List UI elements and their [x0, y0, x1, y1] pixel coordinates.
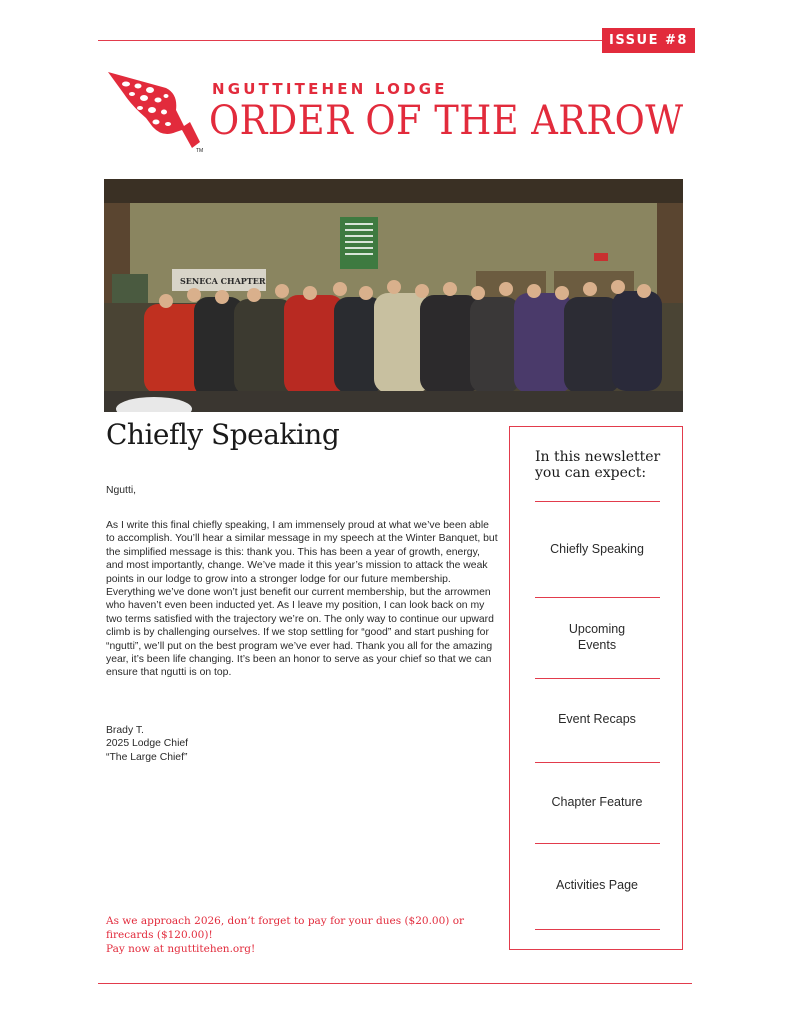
lodge-name: NGUTTITEHEN LODGE — [212, 80, 448, 98]
group-photo — [104, 179, 683, 412]
sidebar-divider — [535, 678, 660, 679]
signature-block — [106, 724, 188, 764]
sidebar-divider — [535, 929, 660, 930]
sidebar-item-event-recaps[interactable]: Event Recaps — [558, 712, 636, 726]
organization-title: ORDER OF THE ARROW — [209, 98, 684, 144]
sidebar-divider — [535, 762, 660, 763]
contents-sidebar — [509, 426, 683, 950]
dues-reminder-text: As we approach 2026, don’t forget to pay for your dues ($20.00) or firecards ($120.00)! — [106, 915, 465, 941]
trademark-mark: TM — [196, 148, 204, 154]
seneca-chapter-banner: SENECA CHAPTER — [180, 276, 266, 286]
sidebar-heading: In this newsletter you can expect: — [535, 449, 661, 481]
top-divider — [98, 40, 603, 41]
article-title: Chiefly Speaking — [106, 418, 340, 451]
sidebar-item-upcoming-events[interactable]: Upcoming Events — [568, 622, 626, 652]
issue-badge: ISSUE #8 — [602, 28, 695, 53]
sidebar-item-chiefly-speaking[interactable]: Chiefly Speaking — [550, 542, 644, 556]
bottom-divider — [98, 983, 692, 984]
arrowhead-logo-icon — [106, 70, 206, 154]
sidebar-divider — [535, 597, 660, 598]
letter-body: As I write this final chiefly speaking, I am immensely proud at what we’ve been able to accomplish. You’ll hear a similar message in my speech at the Winter Banquet, but the simplified message is this: thank you. This has been a year of growth, energy, and most importantly, change. We’ve made it this year’s mission to attack the weak points in our lodge to grow into a stronger lodge for our future membership. Everything we’ve done won’t just benefit our current membership, but the arrowmen who haven’t even been inducted yet. As I leave my position, I can look back on my two terms satisfied with the trajectory we’re on. The only way to continue our upward climb is by challenging ourselves. If we stop settling for “good” and start pushing for “ngutti”, we’ll put on the best program we’ve ever had. Thank you all for the amazing year, it’s been life changing. It’s been an honor to serve as your chief so that we can ensure that ngutti is on top. — [106, 520, 498, 679]
sidebar-divider — [535, 501, 660, 502]
signature-role: 2025 Lodge Chief — [106, 738, 189, 750]
letter-greeting: Ngutti, — [106, 485, 137, 496]
pay-now-link[interactable]: Pay now at nguttitehen.org! — [106, 943, 256, 955]
dues-reminder — [106, 914, 496, 956]
signature-name: Brady T. — [106, 725, 144, 736]
sidebar-item-chapter-feature[interactable]: Chapter Feature — [551, 795, 643, 809]
sidebar-divider — [535, 843, 660, 844]
sidebar-item-activities-page[interactable]: Activities Page — [556, 878, 638, 892]
signature-nickname: “The Large Chief” — [106, 751, 188, 763]
